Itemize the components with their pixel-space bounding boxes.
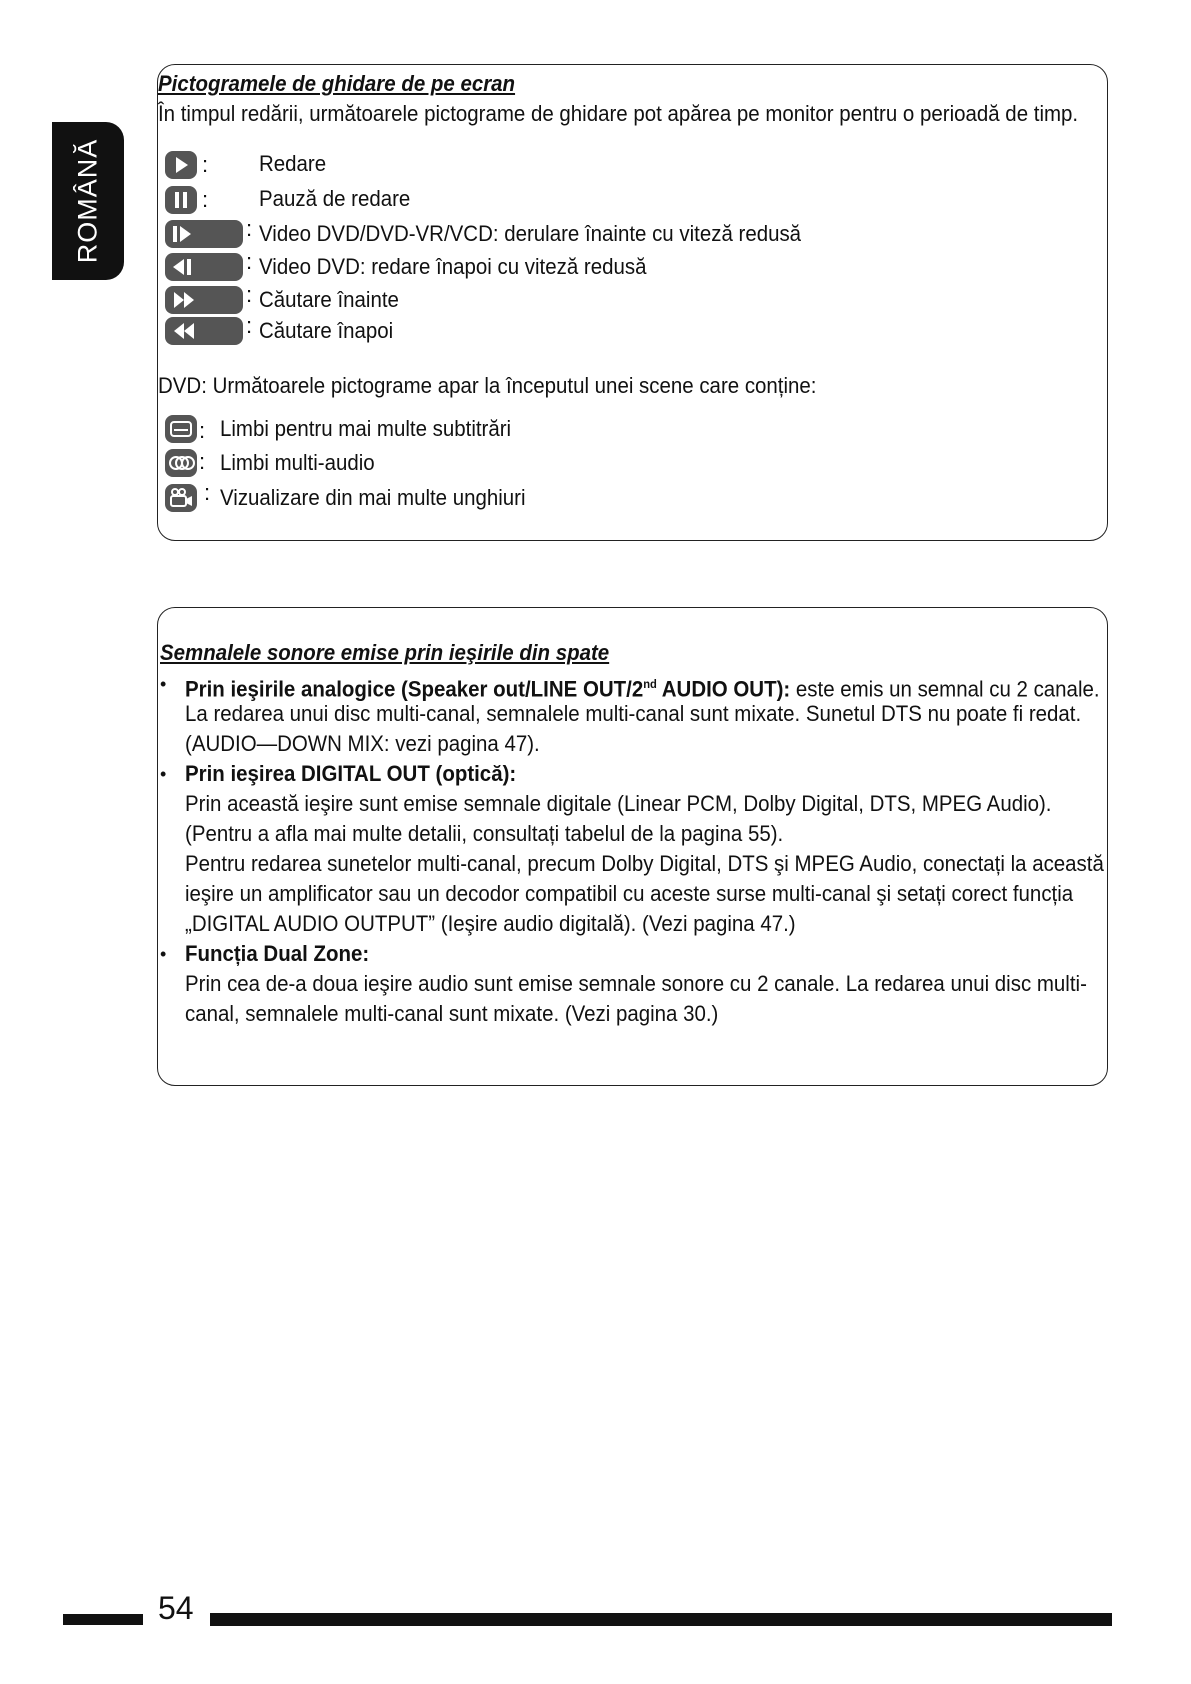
digital-out-title: Prin ieşirea DIGITAL OUT (optică): [185,761,517,786]
digital-out-line2: (Pentru a afla mai multe detalii, consultați tabelul de la pagina 55). [185,821,784,846]
analog-output-line2: La redarea unui disc multi-canal, semnalele multi-canal sunt mixate. Sunetul DTS nu poate fi redat. [185,701,1082,726]
fast-reverse-icon [165,317,243,345]
icon-label-play: Redare [259,151,327,176]
dvd-label-subtitle: Limbi pentru mai multe subtitrări [220,416,512,441]
dual-zone-line2: canal, semnalele multi-canal sunt mixate. (Vezi pagina 30.) [185,1001,719,1026]
digital-out-line5: „DIGITAL AUDIO OUTPUT” (Ieşire audio digitală). (Vezi pagina 47.) [185,911,796,936]
icon-label-pause: Pauză de redare [259,186,411,211]
icon-label-slow-forward: Video DVD/DVD-VR/VCD: derulare înainte cu viteză redusă [259,221,802,246]
dual-zone-title: Funcția Dual Zone: [185,941,370,966]
section2-title: Semnalele sonore emise prin ieşirile din spate [160,640,610,665]
pause-icon [165,186,197,214]
footer-rule-right [210,1613,1112,1626]
slow-forward-icon [165,220,243,248]
section1-intro: În timpul redării, următoarele pictograme de ghidare pot apărea pe monitor pentru o perioadă de timp. [158,101,1079,126]
language-tab [52,122,124,280]
digital-out-line1: Prin această ieşire sunt emise semnale digitale (Linear PCM, Dolby Digital, DTS, MPEG Audio). [185,791,1052,816]
dvd-label-audio: Limbi multi-audio [220,450,375,475]
angle-camera-icon [165,484,197,512]
section1-title: Pictogramele de ghidare de pe ecran [158,71,516,96]
fast-forward-icon [165,286,243,314]
footer-rule-left [63,1614,143,1625]
icon-label-slow-reverse: Video DVD: redare înapoi cu viteză redusă [259,254,647,279]
digital-out-line4: ieşire un amplificator sau un decodor compatibil cu aceste surse multi-canal şi setați corect funcția [185,881,1074,906]
play-icon [165,151,197,179]
subtitle-icon [165,415,197,443]
page-number: 54 [158,1590,194,1626]
dvd-intro: DVD: Următoarele pictograme apar la începutul unei scene care conține: [158,373,817,398]
icon-label-fast-forward: Căutare înainte [259,287,399,312]
analog-output-item: Prin ieşirile analogice (Speaker out/LINE OUT/2nd AUDIO OUT): este emis un semnal cu 2 canale. [185,676,1100,702]
slow-reverse-icon [165,253,243,281]
analog-output-line3: (AUDIO—DOWN MIX: vezi pagina 47). [185,731,540,756]
audio-language-icon [165,449,197,477]
dvd-label-angle: Vizualizare din mai multe unghiuri [220,485,526,510]
digital-out-line3: Pentru redarea sunetelor multi-canal, precum Dolby Digital, DTS şi MPEG Audio, conectați la această [185,851,1104,876]
language-tab-label: ROMÂNĂ [72,138,103,264]
dual-zone-line1: Prin cea de-a doua ieşire audio sunt emise semnale sonore cu 2 canale. La redarea unui disc multi- [185,971,1087,996]
icon-label-fast-reverse: Căutare înapoi [259,318,394,343]
